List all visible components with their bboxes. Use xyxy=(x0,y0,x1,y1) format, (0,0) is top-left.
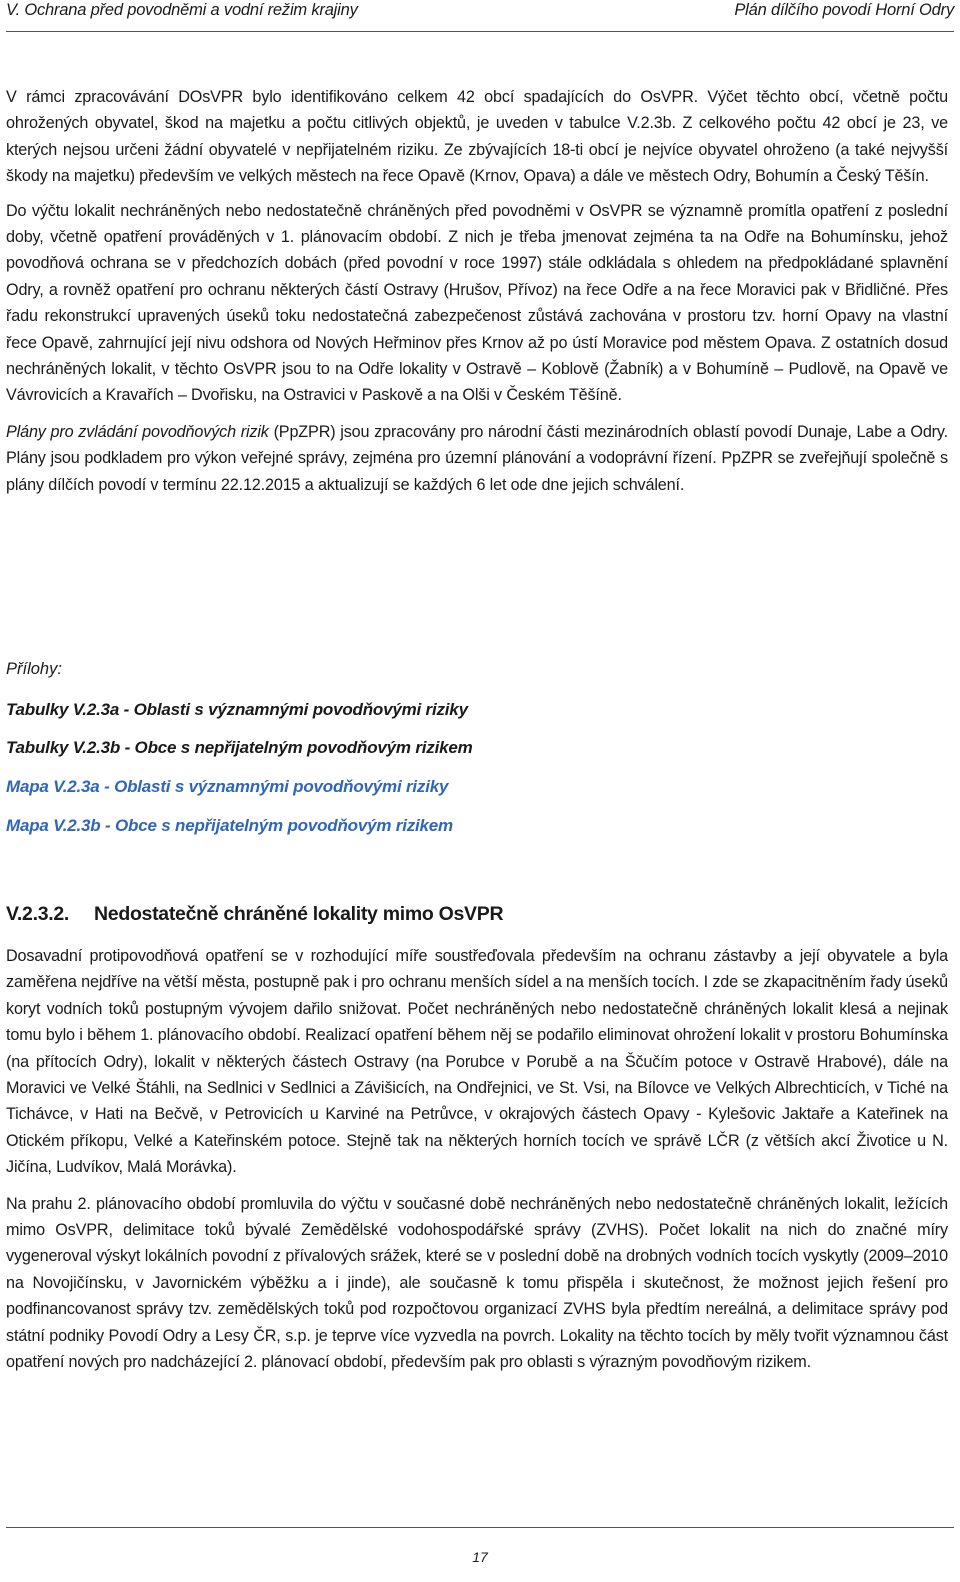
intro-text xyxy=(6,84,948,498)
header-chapter-title: V. Ochrana před povodněmi a vodní režim krajiny xyxy=(6,1,358,19)
paragraph-unprotected-localities: Do výčtu lokalit nechráněných nebo nedostatečně chráněných před povodněmi v OsVPR se významně promítla opatření z poslední doby, včetně opatření prováděných v 1. plánovacím období. Z nich je třeba jmenovat zejména ta na Odře na Bohumínsku, jehož povodňová ochrana se v předchozích dobách (před povodní v roce 1997) stále odkládala s ohledem na předpokládané splavnění Odry, a rovněž opatření pro ochranu některých částí Ostravy (Hrušov, Přívoz) na řece Odře a na řece Moravici pak v Břidličné. Přes řadu rekonstrukcí upravených úseků toku nedostatečná zabezpečenost zůstává zachována v prostoru tzv. horní Opavy na vlastní řece Opavě, zahrnující její nivu odshora od Nových Heřminov přes Krnov až po ústí Moravice pod městem Opava. Z ostatních dosud nechráněných lokalit, v těchto OsVPR jsou to na Odře lokality v Ostravě – Koblově (Žabník) a v Bohumíně – Pudlově, na Opavě ve Vávrovicích a Kravařích – Dvořisku, na Ostravici v Paskově a na Olši v Českém Těšíně. xyxy=(6,201,948,405)
attachments-label: Přílohy: xyxy=(6,660,62,678)
paragraph-second-period: Na prahu 2. plánovacího období promluvila do výčtu v současné době nechráněných nebo nedostatečně chráněných lokalit, ležících mimo OsVPR, delimitace toků bývalé Zemědělské vodohospodářské správy (ZVHS). Počet lokalit na nich do značné míry vygeneroval výskyt lokálních povodní z přívalových srážek, které se v poslední době na drobných vodních tocích vyskytly (2009–2010 na Novojičínsku, v Javornickém výběžku a i jinde), ale současně k tomu přispěla i skutečnost, že možnost jejich řešení pro podfinancovanost správy tzv. zemědělských toků pod rozpočtovou organizací ZVHS byla předtím nereálná, a delimitace správy pod státní podniky Povodí Odry a Lesy ČR, s.p. je teprve více vyzvedla na povrch. Lokality na těchto tocích by měly tvořit významnou část opatření nových pro nadcházející 2. plánovací období, především pak pro oblasti s výrazným povodňovým rizikem. xyxy=(6,1194,948,1372)
paragraph-flood-risk-plans xyxy=(6,419,948,498)
header-plan-title: Plán dílčího povodí Horní Odry xyxy=(734,1,954,19)
attachment-map-b-link[interactable]: Mapa V.2.3b - Obce s nepřijatelným povodňovým rizikem xyxy=(6,816,453,835)
attachment-table-a: Tabulky V.2.3a - Oblasti s významnými povodňovými riziky xyxy=(6,700,468,719)
attachment-table-b: Tabulky V.2.3b - Obce s nepřijatelným povodňovým rizikem xyxy=(6,738,473,757)
attachment-map-a-link[interactable]: Mapa V.2.3a - Oblasti s významnými povodňovými riziky xyxy=(6,777,449,796)
section-heading xyxy=(6,903,503,926)
footer-divider xyxy=(6,1527,954,1528)
flood-plans-term: Plány pro zvládání povodňových rizik xyxy=(6,422,269,441)
page-header xyxy=(6,0,954,32)
flood-plans-description: (PpZPR) jsou zpracovány pro národní části mezinárodních oblastí povodí Dunaje, Labe a Odry. Plány jsou podkladem pro výkon veřejné správy, zejména pro územní plánování a vodoprávní řízení. PpZPR se zveřejňují společně s plány dílčích povodí v termínu 22.12.2015 a aktualizují se každých 6 let ode dne jejich schválení. xyxy=(6,422,948,494)
section-title: Nedostatečně chráněné lokality mimo OsVPR xyxy=(94,903,504,925)
section-number: V.2.3.2. xyxy=(6,903,70,925)
paragraph-past-measures: Dosavadní protipovodňová opatření se v rozhodující míře soustřeďovala především na ochranu zástavby a její obyvatele a byla zaměřena nejdříve na větší města, postupně pak i pro ochranu menších sídel a na menších tocích. I zde se zkapacitněním řady úseků koryt vodních toků postupným vývojem dařilo snižovat. Počet nechráněných nebo nedostatečně chráněných lokalit klesá a nejinak tomu bylo i během 1. plánovacího období. Realizací opatření během něj se podařilo eliminovat ohrožení lokalit v prostoru Bohumínska (na přítocích Odry), lokalit v některých částech Ostravy (na Porubce v Porubě a na Ščučím potoce v Ostravě Hrabové), dále na Moravici ve Velké Štáhli, na Sedlnici v Sedlnici a Závišicích, na Ondřejnici, ve St. Vsi, na Bílovce ve Velkých Albrechticích, v Tiché na Tichávce, v Hati na Bečvě, v Petrovicích u Karviné na Petrůvce, v okrajových částech Opavy - Kylešovic Jaktaře a Kateřinek na Otickém příkopu, Velké a Kateřinském potoce. Stejně tak na některých horních tocích ve správě LČR (z větších akcí Životice u N. Jičína, Ludvíkov, Malá Morávka). xyxy=(6,947,948,1177)
section-text xyxy=(6,943,948,1376)
paragraph-municipalities: V rámci zpracovávání DOsVPR bylo identifikováno celkem 42 obcí spadajících do OsVPR. Výčet těchto obcí, včetně počtu ohrožených obyvatel, škod na majetku a počtu citlivých objektů, je uveden v tabulce V.2.3b. Z celkového počtu 42 obcí je 23, ve kterých nejsou určeni žádní obyvatelé v nepřijatelném riziku. Ze zbývajících 18-ti obcí je nejvíce obyvatel ohroženo (a také nejvyšší škody na majetku) především ve velkých městech na řece Opavě (Krnov, Opava) a dále ve městech Odry, Bohumín a Český Těšín. xyxy=(6,88,948,186)
page-number: 17 xyxy=(472,1549,488,1565)
